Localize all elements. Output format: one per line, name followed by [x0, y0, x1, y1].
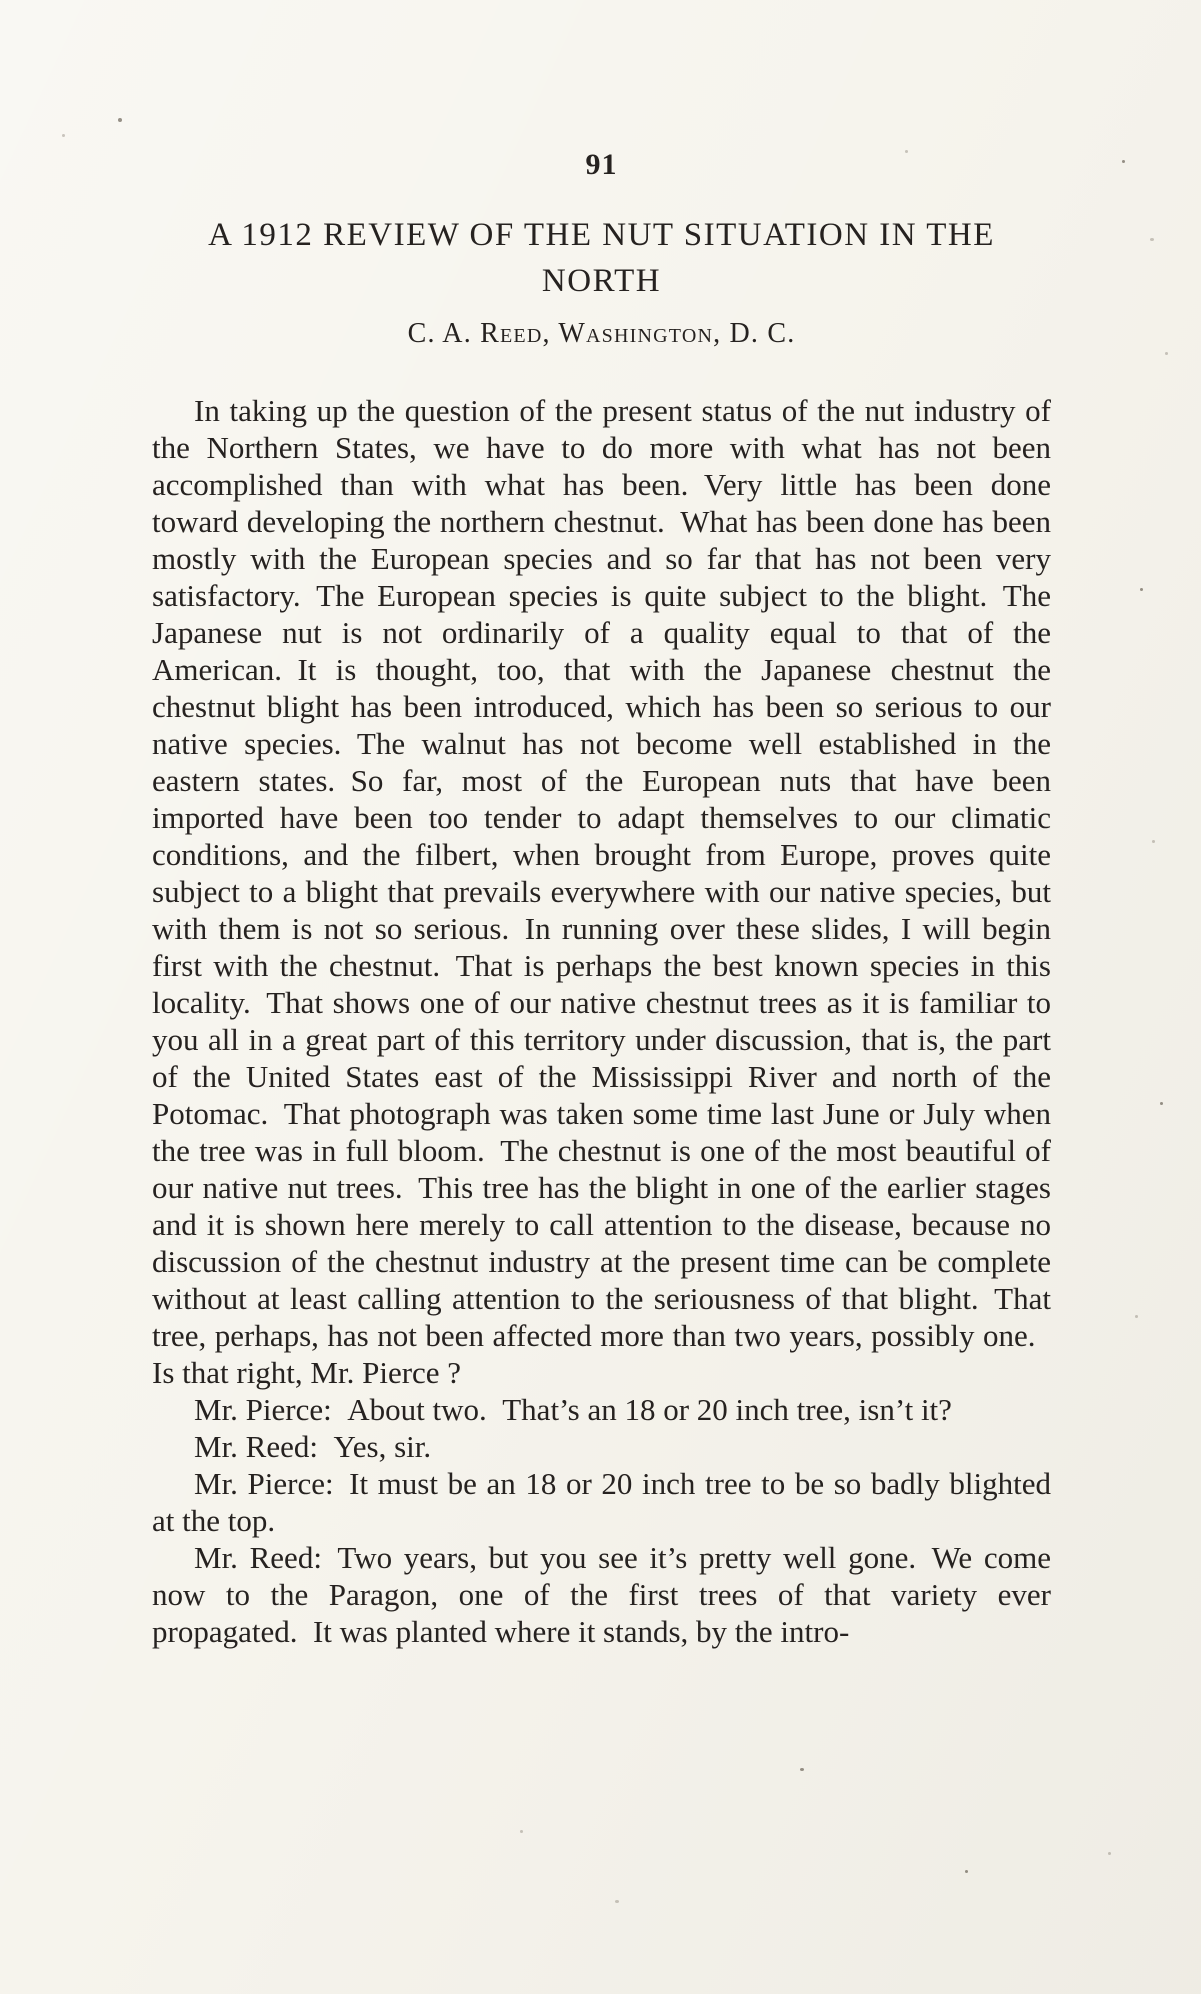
scan-speck: [1140, 588, 1143, 591]
paragraph-intro: In taking up the question of the present status of the nut industry of the Northern States, we have to do more with what has not been accomplished than with what has been. Very little has been done toward developing the northern chestnut. What has been done has been mostly with the European species and so far that has not been very satisfactory. The European species is quite subject to the blight. The Japanese nut is not ordinarily of a quality equal to that of the American. It is thought, too, that with the Japanese chestnut the chestnut blight has been introduced, which has been so serious to our native species. The walnut has not become well established in the eastern states. So far, most of the European nuts that have been imported have been too tender to adapt themselves to our climatic conditions, and the filbert, when brought from Europe, proves quite subject to a blight that prevails everywhere with our native species, but with them is not so serious. In running over these slides, I will begin first with the chestnut. That is perhaps the best known species in this locality. That shows one of our native chestnut trees as it is familiar to you all in a great part of this territory under discussion, that is, the part of the United States east of the Mississippi River and north of the Potomac. That photograph was taken some time last June or July when the tree was in full bloom. The chestnut is one of the most beautiful of our native nut trees. This tree has the blight in one of the earlier stages and it is shown here merely to call attention to the disease, because no discussion of the chestnut industry at the present time can be complete without at least calling attention to the seriousness of that blight. That tree, perhaps, has not been affected more than two years, possibly one. Is that right, Mr. Pierce ?: [152, 393, 1051, 1390]
article-title-line1: A 1912 REVIEW OF THE NUT SITUATION IN THE: [208, 217, 995, 253]
scan-speck: [800, 1768, 804, 1771]
scan-speck: [1122, 160, 1125, 163]
scan-speck: [118, 118, 122, 122]
paragraph-dialogue-reed-1: Mr. Reed: Yes, sir.: [194, 1429, 432, 1464]
article-title: [152, 212, 1051, 304]
scan-speck: [62, 134, 65, 137]
scan-speck: [1150, 238, 1154, 241]
paragraph-dialogue-reed-2: Mr. Reed: Two years, but you see it’s pretty well gone. We come now to the Paragon, one of the first trees of that variety ever propagated. It was planted where it stands, by the intro-: [152, 1540, 1051, 1649]
scan-speck: [1135, 1315, 1138, 1318]
article-title-line2: NORTH: [541, 263, 662, 299]
scan-speck: [615, 1900, 619, 1903]
paragraph-dialogue-pierce-1: Mr. Pierce: About two. That’s an 18 or 20 inch tree, isn’t it?: [194, 1392, 952, 1427]
scan-speck: [520, 1830, 523, 1833]
page-number: 91: [585, 148, 618, 181]
scan-speck: [965, 1870, 968, 1873]
scan-speck: [1152, 840, 1155, 843]
article-body: [152, 392, 1051, 1650]
scan-speck: [1160, 1102, 1163, 1105]
author-byline: C. A. Reed, Washington, D. C.: [407, 318, 796, 349]
scan-speck: [1165, 352, 1168, 355]
scan-speck: [1108, 1852, 1111, 1855]
paragraph-dialogue-pierce-2: Mr. Pierce: It must be an 18 or 20 inch tree to be so badly blighted at the top.: [152, 1466, 1051, 1538]
